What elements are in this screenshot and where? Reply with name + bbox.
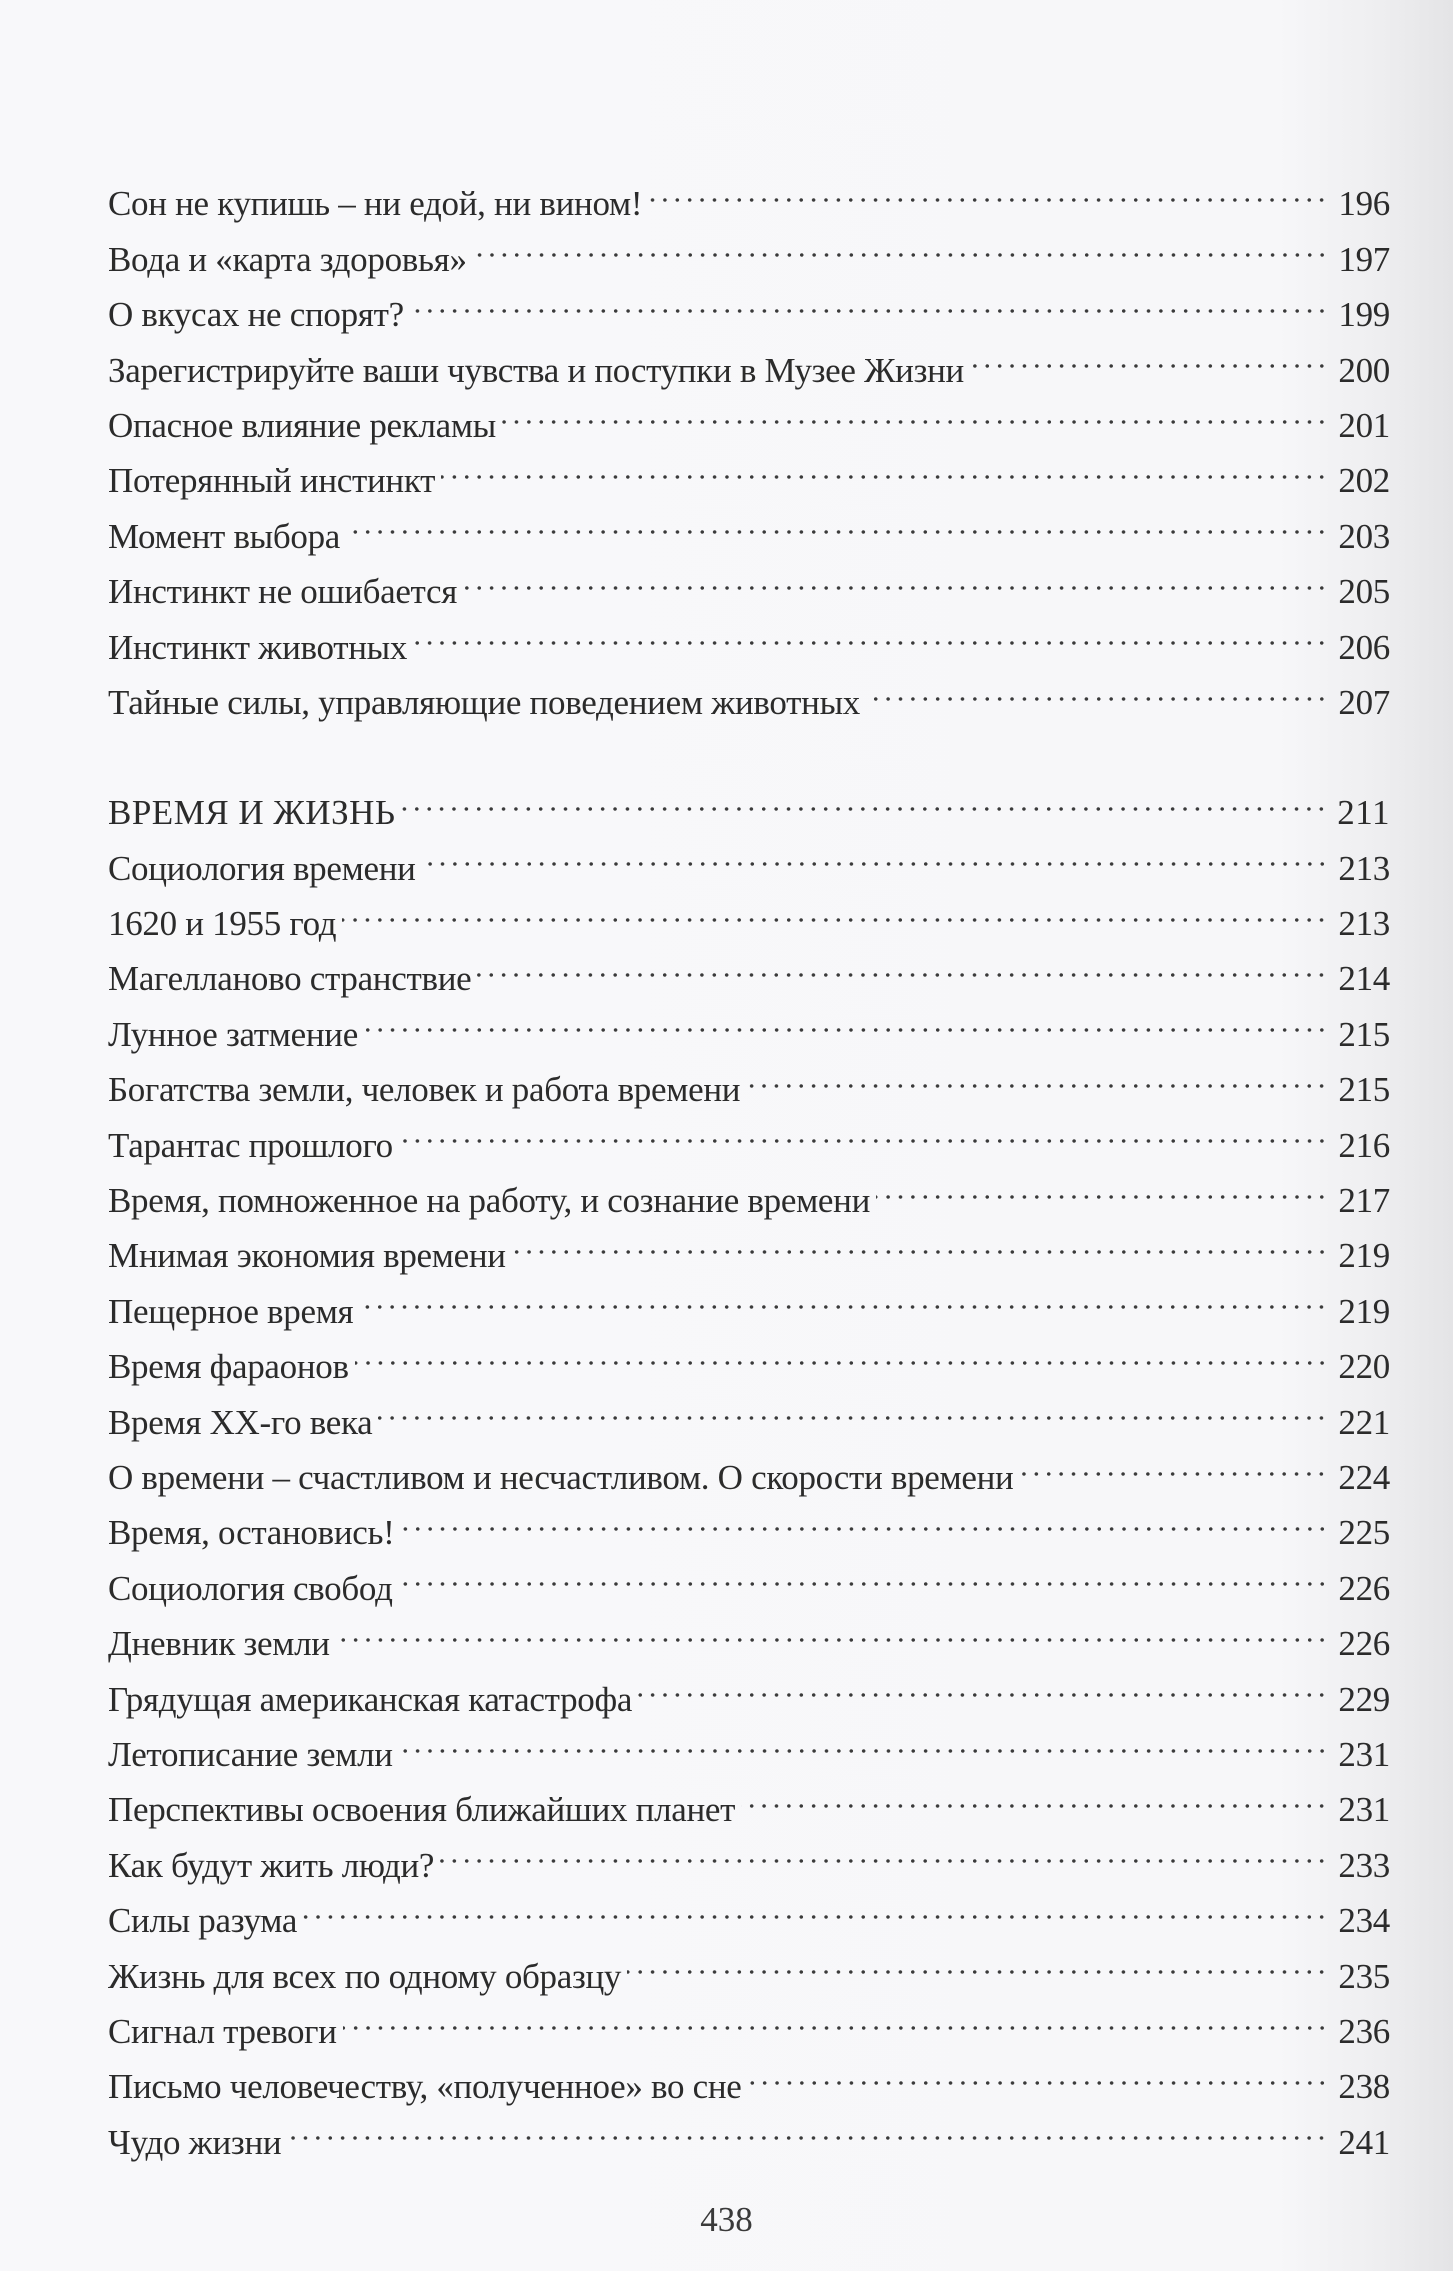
- toc-entry-page: 217: [1338, 1181, 1390, 1221]
- dot-leader: [342, 880, 1328, 935]
- toc-entry-title: Магелланово странствие: [108, 959, 472, 999]
- toc-entry-title: 1620 и 1955 год: [108, 904, 337, 944]
- toc-entry-title: О вкусах не спорят?: [108, 295, 404, 335]
- dot-leader: [473, 215, 1328, 270]
- toc-entry-title: Сигнал тревоги: [108, 2011, 337, 2051]
- toc-entry-page: 234: [1338, 1901, 1390, 1941]
- toc-entry-title: Летописание земли: [108, 1734, 393, 1774]
- toc-entry-title: О времени – счастливом и несчастливом. О скорости времени: [108, 1457, 1014, 1497]
- dot-leader: [287, 2098, 1328, 2153]
- toc-entry-title: ВРЕМЯ И ЖИЗНЬ: [108, 793, 396, 833]
- toc-entry-page: 214: [1338, 959, 1390, 999]
- toc-entry-title: Перспективы освоения ближайших планет: [108, 1790, 736, 1830]
- toc-entry-page: 229: [1338, 1679, 1390, 1719]
- toc-entry-page: 205: [1338, 572, 1390, 612]
- toc-entry-page: 220: [1338, 1347, 1390, 1387]
- toc-entry-page: 219: [1338, 1236, 1390, 1276]
- dot-leader: [440, 1821, 1328, 1876]
- toc-entry: [108, 2098, 1390, 2162]
- toc-entry-title: Момент выбора: [108, 516, 341, 556]
- dot-leader: [413, 603, 1328, 658]
- toc-entry-title: Пещерное время: [108, 1291, 354, 1331]
- toc-entry-page: 231: [1338, 1790, 1390, 1830]
- dot-leader: [477, 935, 1328, 990]
- toc-entry-page: 200: [1338, 350, 1390, 390]
- toc-entry-title: Инстинкт животных: [108, 627, 408, 667]
- dot-leader: [346, 492, 1328, 547]
- toc-entry-title: Тарантас прошлого: [108, 1125, 393, 1165]
- toc-entry-page: 241: [1338, 2122, 1390, 2162]
- toc-entry-page: 226: [1338, 1568, 1390, 1608]
- toc-entry-page: 207: [1338, 682, 1390, 722]
- toc-entry-title: Мнимая экономия времени: [108, 1236, 506, 1276]
- dot-leader: [876, 1157, 1328, 1212]
- toc-entry-title: Время, остановись!: [108, 1513, 395, 1553]
- dot-leader: [399, 1101, 1328, 1156]
- dot-leader: [463, 548, 1328, 603]
- toc-entry-page: 221: [1338, 1402, 1390, 1442]
- dot-leader: [355, 1323, 1328, 1378]
- toc-entry-title: Грядущая американская катастрофа: [108, 1679, 633, 1719]
- toc-entry-page: 215: [1338, 1014, 1390, 1054]
- toc-entry-title: Силы разума: [108, 1901, 298, 1941]
- toc-entry-page: 235: [1338, 1956, 1390, 1996]
- toc-entry-page: 233: [1338, 1845, 1390, 1885]
- dot-leader: [336, 1600, 1328, 1655]
- dot-leader: [1019, 1434, 1328, 1489]
- toc-entry-page: 201: [1338, 405, 1390, 445]
- table-of-contents: [108, 160, 1390, 2162]
- dot-leader: [748, 2043, 1328, 2098]
- toc-entry-title: Социология времени: [108, 848, 416, 888]
- dot-leader: [364, 990, 1328, 1045]
- toc-entry-title: Письмо человечеству, «полученное» во сне: [108, 2067, 742, 2107]
- toc-entry-page: 213: [1338, 904, 1390, 944]
- toc-entry-title: Дневник земли: [108, 1624, 330, 1664]
- toc-entry-title: Сон не купишь – ни едой, ни вином!: [108, 184, 643, 224]
- toc-entry-page: 206: [1338, 627, 1390, 667]
- dot-leader: [401, 1489, 1328, 1544]
- dot-leader: [343, 1988, 1328, 2043]
- dot-leader: [378, 1378, 1328, 1433]
- toc-entry-title: Время XX-го века: [108, 1402, 373, 1442]
- toc-entry-title: Опасное влияние рекламы: [108, 405, 496, 445]
- toc-entry-title: Время фараонов: [108, 1347, 349, 1387]
- toc-entry-page: 199: [1338, 295, 1390, 335]
- dot-leader: [303, 1877, 1328, 1932]
- dot-leader: [970, 326, 1328, 381]
- dot-leader: [422, 824, 1328, 879]
- toc-entry-page: 211: [1337, 793, 1390, 833]
- dot-leader: [512, 1212, 1328, 1267]
- toc-entry-page: 215: [1338, 1070, 1390, 1110]
- dot-leader: [502, 382, 1328, 437]
- page-number: 438: [700, 2200, 753, 2239]
- toc-entry-page: 203: [1338, 516, 1390, 556]
- toc-entry-title: Чудо жизни: [108, 2122, 282, 2162]
- dot-leader: [441, 437, 1328, 492]
- toc-entry-title: Вода и «карта здоровья»: [108, 239, 467, 279]
- dot-leader: [866, 659, 1328, 714]
- toc-entry-page: 225: [1338, 1513, 1390, 1553]
- toc-entry-page: 213: [1338, 848, 1390, 888]
- toc-entry-title: Потерянный инстинкт: [108, 461, 436, 501]
- toc-entry-page: 224: [1338, 1457, 1390, 1497]
- toc-entry-title: Время, помноженное на работу, и сознание времени: [108, 1181, 871, 1221]
- dot-leader: [359, 1267, 1328, 1322]
- toc-entry-title: Инстинкт не ошибается: [108, 572, 458, 612]
- dot-leader: [410, 271, 1328, 326]
- toc-entry-page: 231: [1338, 1734, 1390, 1774]
- toc-entry: [108, 160, 1390, 224]
- dot-leader: [638, 1655, 1328, 1710]
- toc-entry-title: Жизнь для всех по одному образцу: [108, 1956, 622, 1996]
- toc-entry-page: 226: [1338, 1624, 1390, 1664]
- toc-section-heading: [108, 769, 1390, 833]
- dot-leader: [746, 1046, 1328, 1101]
- toc-entry-title: Как будут жить люди?: [108, 1845, 435, 1885]
- toc-entry-title: Зарегистрируйте ваши чувства и поступки в Музее Жизни: [108, 350, 964, 390]
- toc-entry-page: 219: [1338, 1291, 1390, 1331]
- dot-leader: [741, 1766, 1328, 1821]
- toc-entry-page: 238: [1338, 2067, 1390, 2107]
- toc-entry-title: Тайные силы, управляющие поведением животных: [108, 682, 860, 722]
- toc-entry-page: 236: [1338, 2011, 1390, 2051]
- toc-entry-page: 202: [1338, 461, 1390, 501]
- dot-leader: [648, 160, 1328, 215]
- toc-entry-title: Лунное затмение: [108, 1014, 358, 1054]
- dot-leader: [627, 1932, 1328, 1987]
- dot-leader: [401, 769, 1328, 824]
- toc-entry-page: 197: [1338, 239, 1390, 279]
- toc-entry-title: Богатства земли, человек и работа времени: [108, 1070, 741, 1110]
- toc-entry-title: Социология свобод: [108, 1568, 393, 1608]
- toc-entry-page: 196: [1338, 184, 1390, 224]
- dot-leader: [399, 1544, 1328, 1599]
- toc-entry-page: 216: [1338, 1125, 1390, 1165]
- dot-leader: [399, 1711, 1328, 1766]
